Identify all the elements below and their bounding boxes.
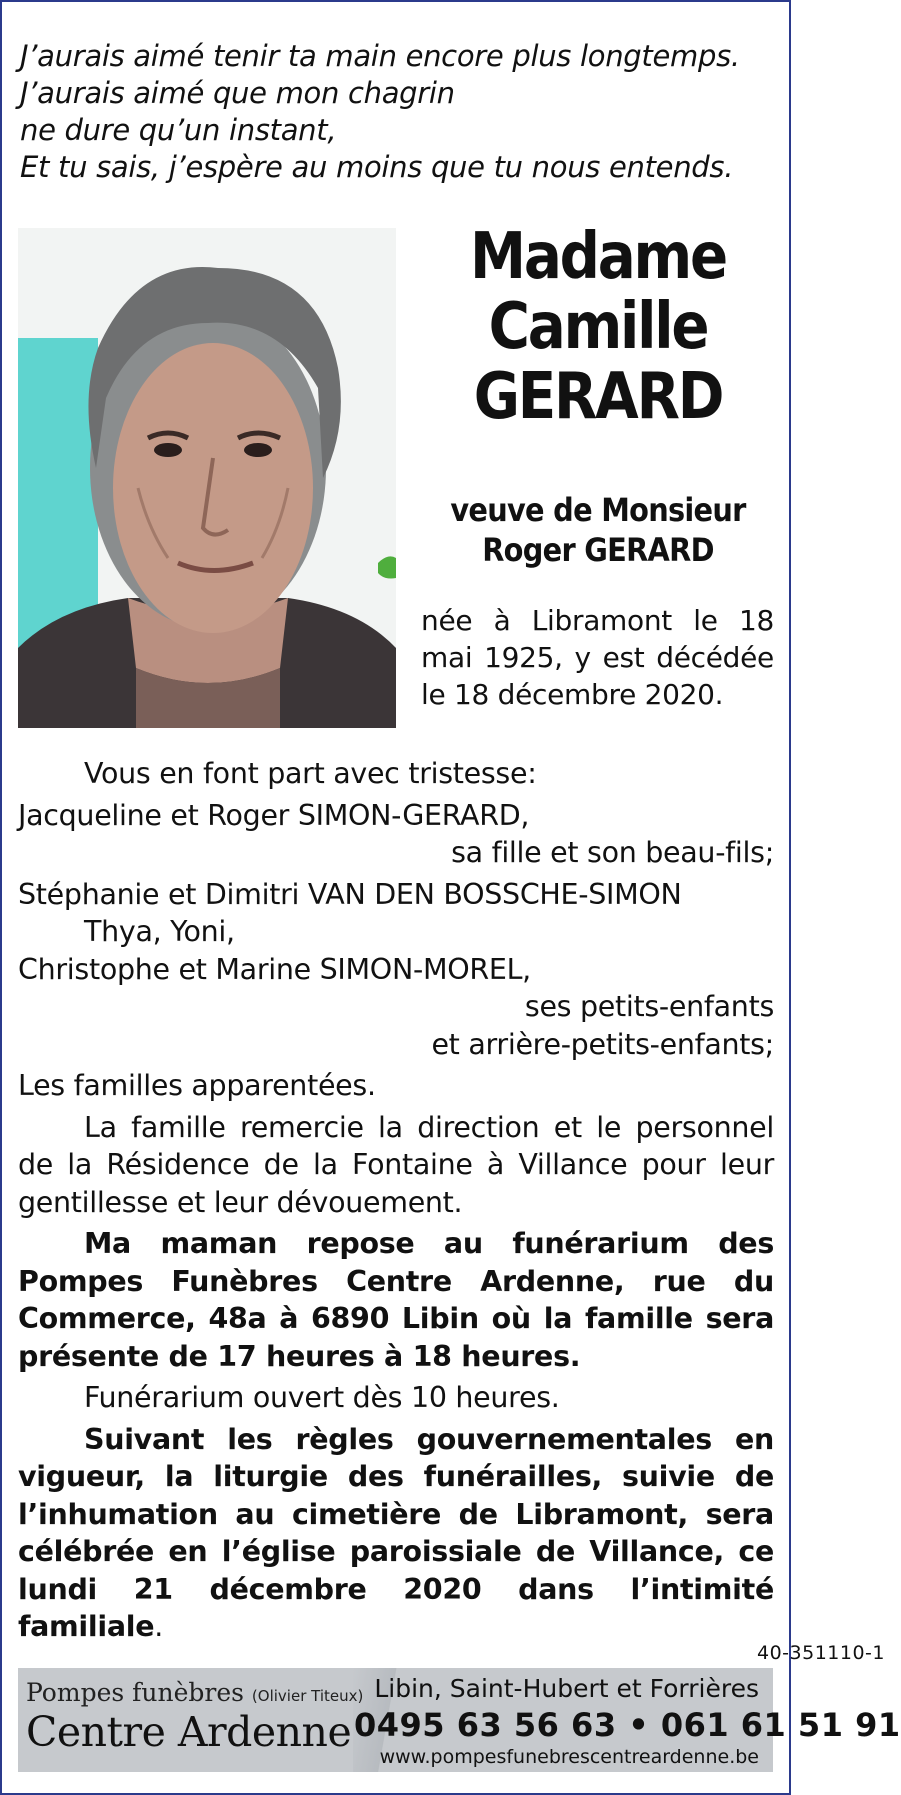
funeral-home-brand: Centre Ardenne — [26, 1708, 352, 1756]
thanks-text: La famille remercie la direction et le personnel de la Résidence de la Fontaine à Villance pour leur gentillesse et leur dévouement. — [18, 1110, 774, 1219]
funeral-home-contact — [354, 1672, 901, 1770]
liturgy-text — [18, 1421, 774, 1646]
poem-line: ne dure qu’un instant, — [20, 113, 337, 147]
liturgy-bold: Suivant les règles gouvernementales en vigueur, la liturgie des funérailles, suivie de l’inhumation au cimetière de Libramont, sera célébrée en l’église paroissiale de Villance, ce lundi 21 décembre 2020 dans l’intimité familiale — [18, 1422, 774, 1643]
funeral-home-locations: Libin, Saint-Hubert et Forrières — [374, 1674, 759, 1703]
funeral-home-label: Pompes funèbres (Olivier Titeux) — [26, 1678, 364, 1707]
liturgy-end: . — [154, 1610, 164, 1643]
family-line: Christophe et Marine SIMON-MOREL, — [18, 952, 531, 986]
portrait-illustration — [18, 228, 396, 728]
poem-line: Et tu sais, j’espère au moins que tu nous entends. — [20, 150, 734, 184]
poem-line: J’aurais aimé tenir ta main encore plus longtemps. — [20, 39, 740, 73]
name-line: GERARD — [473, 360, 723, 434]
widow-line: Roger GERARD — [482, 531, 714, 569]
name-line: Madame — [469, 220, 727, 294]
opening-text: Funérarium ouvert dès 10 heures. — [84, 1381, 560, 1414]
widow-of — [436, 490, 760, 570]
widow-line: veuve de Monsieur — [450, 491, 746, 529]
funeral-home-banner — [18, 1668, 901, 1772]
family-role: sa fille et son beau-fils; — [451, 836, 774, 869]
repose-text: Ma maman repose au funérarium des Pompes Funèbres Centre Ardenne, rue du Commerce, 48a à 6890 Libin où la famille sera présente de 17 heures à 18 heures. — [18, 1227, 774, 1373]
relatives-text: Les familles apparentées. — [18, 1069, 376, 1102]
reference-number: 40-351110-1 — [756, 1642, 885, 1664]
funeral-home-phones[interactable]: 0495 63 56 63 • 061 61 51 91 — [354, 1706, 901, 1744]
notice-body — [18, 755, 774, 1646]
intro-text: Vous en font part avec tristesse: — [84, 757, 537, 790]
family-line: Thya, Yoni, — [84, 915, 235, 948]
birth-death-text: née à Libramont le 18 mai 1925, y est décédée le 18 décembre 2020. — [421, 604, 774, 711]
owner-name: (Olivier Titeux) — [251, 1687, 364, 1705]
family-role: et arrière-petits-enfants; — [431, 1027, 774, 1061]
poem — [20, 38, 780, 186]
family-line: Stéphanie et Dimitri VAN DEN BOSSCHE-SIMON — [18, 877, 682, 911]
funeral-home-name — [26, 1678, 366, 1757]
name-line: Camille — [488, 290, 708, 364]
deceased-name — [440, 222, 757, 432]
family-line: Jacqueline et Roger SIMON-GERARD, — [18, 798, 530, 832]
family-role: ses petits-enfants — [524, 990, 774, 1023]
portrait-photo — [18, 228, 396, 728]
poem-line: J’aurais aimé que mon chagrin — [20, 76, 455, 110]
funeral-home-website[interactable]: www.pompesfunebrescentreardenne.be — [379, 1746, 759, 1768]
